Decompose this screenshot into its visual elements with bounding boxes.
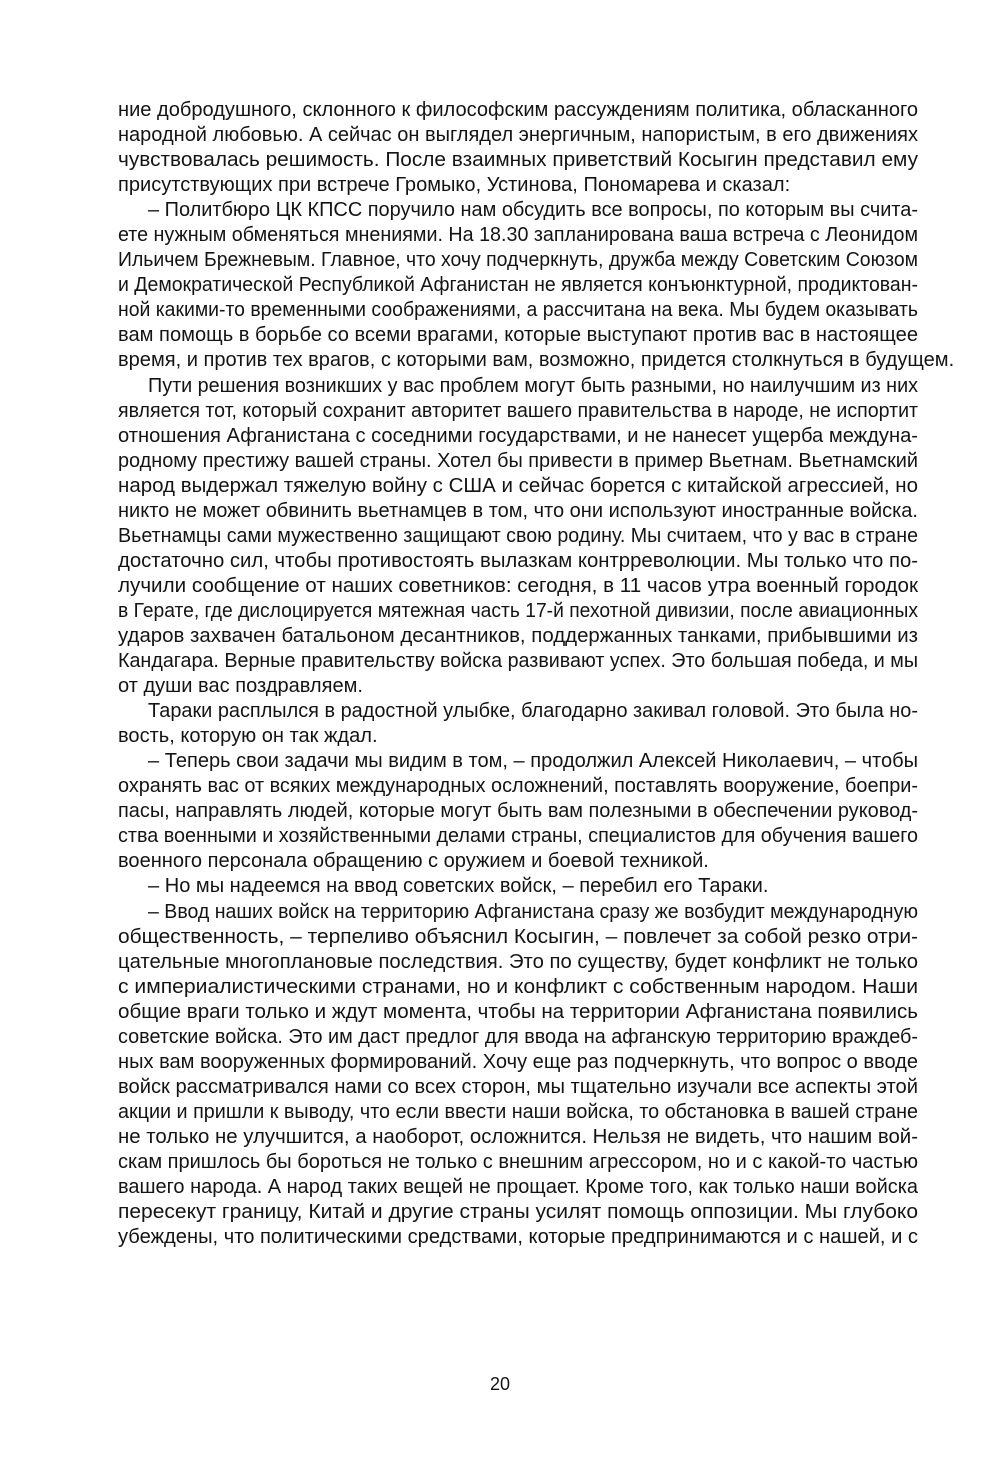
text-line [118,574,918,599]
text-line-content: вашего народа. А народ таких вещей не прощает. Кроме того, как только наши войска [118,1176,918,1199]
text-line-content: в Герате, где дислоцируется мятежная часть 17-й пехотной дивизии, после авиационных [118,599,918,622]
text-line-content: ной какими-то временными соображениями, а рассчитана на века. Мы будем оказывать [118,299,918,322]
text-line [118,273,918,298]
paragraph [118,749,918,874]
text-line [118,499,918,524]
text-line-content: военного персонала обращению с оружием и боевой техникой. [118,850,709,873]
paragraph [118,900,918,1251]
text-line-content: цательные многоплановые последствия. Это по существу, будет конфликт не только [118,950,918,973]
text-line-content: лучили сообщение от наших советников: сегодня, в 11 часов утра военный городок [118,574,918,597]
text-line-content: никто не может обвинить вьетнамцев в том, что они используют иностранные войска. [118,499,918,522]
text-line-content: ние добродушного, склонного к философским рассуждениям политика, обласканного [118,99,918,121]
text-line-content: Вьетнамцы сами мужественно защищают свою родину. Мы считаем, что у вас в стране [118,524,918,547]
text-line [118,925,918,950]
text-line-content: присутствующих при встрече Громыко, Устинова, Пономарева и сказал: [118,174,791,197]
text-line [118,674,918,699]
text-line-content: народ выдержал тяжелую войну с США и сейчас борется с китайской агрессией, но [118,474,918,497]
text-line [118,799,918,824]
text-line-content: вам помощь в борьбе со всеми врагами, которые выступают против вас в настоящее [118,324,918,347]
text-line-content: Пути решения возникших у вас проблем могут быть разными, но наилучшим из них [148,374,918,397]
text-line [118,1225,918,1250]
text-line [118,248,918,273]
text-line [118,1100,918,1125]
text-line-content: чувствовалась решимость. После взаимных приветствий Косыгин представил ему [118,149,919,172]
text-line [118,1175,918,1200]
text-line [118,874,918,899]
text-line-content: – Но мы надеемся на ввод советских войск, – перебил его Тараки. [148,875,769,898]
text-line-content: – Теперь свои задачи мы видим в том, – продолжил Алексей Николаевич, – чтобы [148,750,919,773]
text-line-content: вость, которую он так ждал. [118,725,378,748]
text-line [118,749,918,774]
text-line-content: достаточно сил, чтобы противостоять вылазкам контрреволюции. Мы только что по- [118,549,918,572]
text-line-content: пересекут границу, Китай и другие страны усилят помощь оппозиции. Мы глубоко [118,1201,918,1224]
text-line [118,148,918,173]
text-line-content: скам пришлось бы бороться не только с внешним агрессором, но и с какой-то частью [118,1150,918,1173]
text-line-content: Тараки расплылся в радостной улыбке, благодарно закивал головой. Это была но- [148,700,918,723]
text-line [118,1050,918,1075]
text-line [118,1200,918,1225]
text-line-content: ете нужным обменяться мнениями. На 18.30 запланирована ваша встреча с Леонидом [118,224,918,247]
text-line-content: и Демократической Республикой Афганистан не является конъюнктурной, продиктован- [118,274,918,297]
text-line-content: ударов захвачен батальоном десантников, поддержанных танками, прибывшими из [118,624,918,647]
text-line-content: ных вам вооруженных формирований. Хочу еще раз подчеркнуть, что вопрос о вводе [118,1050,918,1073]
text-line-content: время, и против тех врагов, с которыми вам, возможно, придется столкнуться в будущем. [118,349,955,372]
text-line [118,98,918,123]
text-line [118,1025,918,1050]
text-line-content: от души вас поздравляем. [118,675,364,698]
text-line [118,599,918,624]
text-line [118,1150,918,1175]
text-line-content: не только не улучшится, а наоборот, осложнится. Нельзя не видеть, что нашим вой- [118,1125,919,1148]
text-line-content: Ильичем Брежневым. Главное, что хочу подчеркнуть, дружба между Советским Союзом [118,249,918,272]
text-line-content: акции и пришли к выводу, что если ввести наши войска, то обстановка в вашей стране [118,1100,918,1123]
text-line [118,1125,918,1150]
text-line [118,348,955,373]
text-line [118,950,918,975]
text-line [118,649,918,674]
text-line [118,173,918,198]
text-line-content: – Ввод наших войск на территорию Афганистана сразу же возбудит международную [148,900,918,923]
text-line-content: советские войска. Это им даст предлог для ввода на афганскую территорию враждеб- [118,1025,918,1048]
page-number: 20 [489,1374,511,1394]
paragraph [118,874,918,899]
text-line-content: – Политбюро ЦК КПСС поручило нам обсудить все вопросы, по которым вы счита- [148,199,918,222]
text-line-content: Кандагара. Верные правительству войска развивают успех. Это большая победа, и мы [118,650,918,673]
text-line-content: отношения Афганистана с соседними государствами, и не нанесет ущерба междуна- [118,424,919,447]
text-line-content: общие враги только и ждут момента, чтобы на территории Афганистана появились [118,1000,919,1023]
text-line [118,549,918,574]
text-line [118,774,918,799]
text-line [118,975,918,1000]
page-body-text [118,98,955,1250]
text-line [118,123,918,148]
text-line [118,449,918,474]
text-line [118,474,918,499]
text-line-content: является тот, который сохранит авторитет вашего правительства в народе, не испортит [118,399,918,422]
text-line [118,849,918,874]
text-line [118,374,918,399]
text-line-content: войск рассматривался нами со всех сторон, мы тщательно изучали все аспекты этой [118,1075,919,1098]
text-line [118,900,918,925]
text-line-content: общественность, – терпеливо объяснил Косыгин, – повлечет за собой резко отри- [118,925,918,948]
text-line-content: охранять вас от всяких международных осложнений, поставлять вооружение, боепри- [118,775,918,798]
text-line-content: народной любовью. А сейчас он выглядел энергичным, напористым, в его движениях [118,124,918,147]
text-line-content: ства военными и хозяйственными делами страны, специалистов для обучения вашего [118,825,918,848]
paragraph [118,699,918,749]
text-line [118,424,918,449]
paragraph [118,198,955,373]
text-line [118,699,918,724]
paragraph [118,374,918,700]
text-line [118,198,918,223]
text-line [118,624,918,649]
text-line [118,323,918,348]
text-line-content: родному престижу вашей страны. Хотел бы привести в пример Вьетнам. Вьетнамский [118,449,918,472]
text-line [118,1075,918,1100]
text-line [118,724,918,749]
text-line [118,223,918,248]
text-line-content: пасы, направлять людей, которые могут быть вам полезными в обеспечении руковод- [118,800,918,823]
paragraph [118,98,918,198]
text-line [118,824,918,849]
text-line [118,524,918,549]
text-line-content: с империалистическими странами, но и конфликт с собственным народом. Наши [118,975,918,998]
text-line-content: убеждены, что политическими средствами, которые предпринимаются и с нашей, и с [118,1226,918,1249]
text-line [118,1000,918,1025]
text-line [118,399,918,424]
text-line [118,298,918,323]
